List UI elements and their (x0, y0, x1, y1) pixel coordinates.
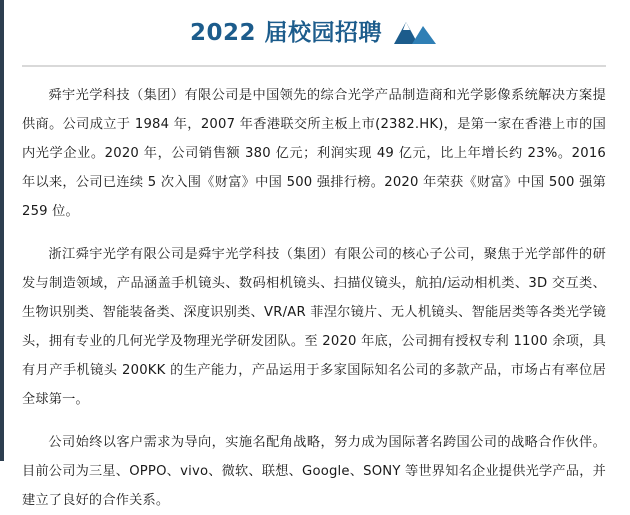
page-title: 2022 届校园招聘 (189, 20, 383, 46)
paragraph: 公司始终以客户需求为导向，实施名配角战略，努力成为国际著名跨国公司的战略合作伙伴。目前公司为三星、OPPO、vivo、微软、联想、Google、SONY 等世界知名企业提供光学产品，并建立了良好的合作关系。 (22, 435, 606, 508)
paragraph: 舜宇光学科技（集团）有限公司是中国领先的综合光学产品制造商和光学影像系统解决方案提供商。公司成立于 1984 年，2007 年香港联交所主板上市(2382.HK)，是第一家在香港上市的国内光学企业。2020 年，公司销售额 380 亿元；利润实现 49 亿元，比上年增长约 23%。2016 年以来，公司已连续 5 次入围《财富》中国 500 强排行榜。2020 年荣获《财富》中国 500 强第 259 位。 (22, 88, 606, 219)
triangle-mountain-icon (392, 17, 438, 45)
paragraph: 浙江舜宇光学有限公司是舜宇光学科技（集团）有限公司的核心子公司，聚焦于光学部件的研发与制造领域，产品涵盖手机镜头、数码相机镜头、扫描仪镜头，航拍/运动相机类、3D 交互类、生物识别类、智能装备类、深度识别类、VR/AR 菲涅尔镜片、无人机镜头、智能居类等各类光学镜头，拥有专业的几何光学及物理光学研发团队。至 2020 年底，公司拥有授权专利 1100 余项，具有月产手机镜头 200KK 的生产能力，产品运用于多家国际知名公司的多款产品，市场占有率位居全球第一。 (22, 247, 606, 407)
document-body (22, 67, 606, 515)
document-content (4, 0, 630, 508)
document-header (22, 0, 606, 55)
